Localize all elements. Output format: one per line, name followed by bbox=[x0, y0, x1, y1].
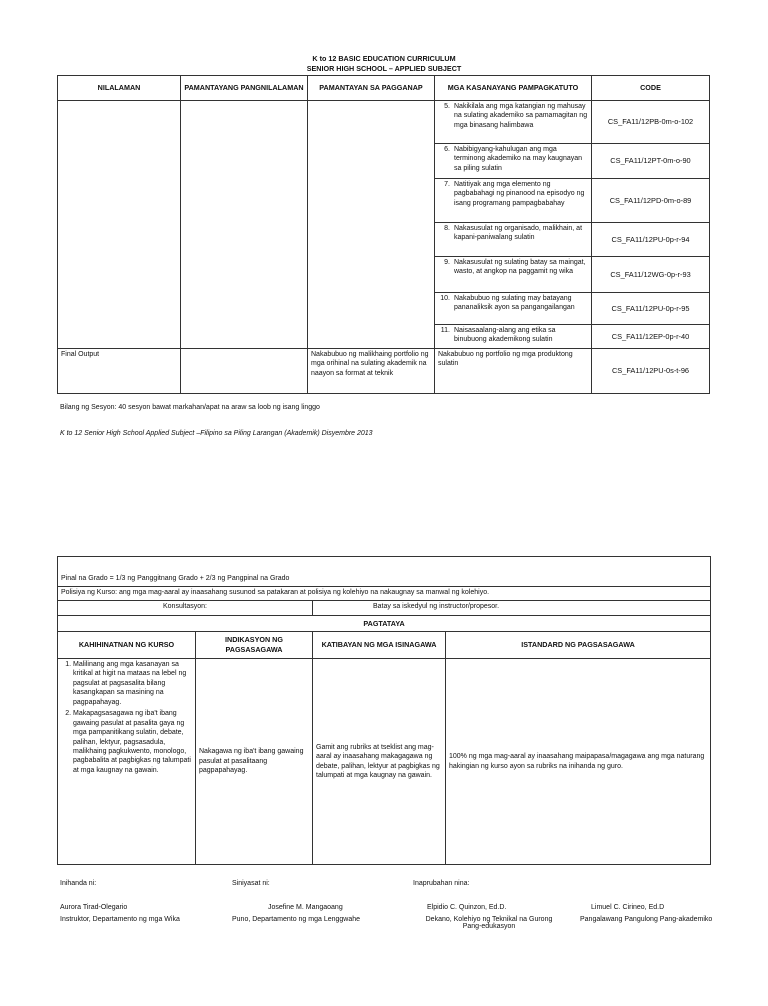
competency-number: 11. bbox=[440, 327, 450, 334]
code-9: CS_FA11/12WG-0p-r-93 bbox=[592, 257, 710, 293]
code-10: CS_FA11/12PU-0p-r-95 bbox=[592, 293, 710, 325]
competency-7 bbox=[435, 179, 592, 223]
outcome-item: 1. Malilinang ang mga kasanayan sa kritikal at higit na mataas na lebel ng pagsulat at pagsasalita bilang kasangkapan sa masining na pagpapahayag. bbox=[73, 660, 192, 707]
assessment-table bbox=[57, 556, 711, 865]
code-6: CS_FA11/12PT-0m-o-90 bbox=[592, 144, 710, 179]
competency-text: Nakabubuo ng sulating may batayang pananaliksik ayon sa pangangailangan bbox=[454, 295, 575, 312]
competency-11 bbox=[435, 325, 592, 349]
col-mga-kasanayang-pampagkatuto: MGA KASANAYANG PAMPAGKATUTO bbox=[435, 76, 592, 101]
col-istandard: ISTANDARD NG PAGSASAGAWA bbox=[446, 632, 711, 659]
competency-9 bbox=[435, 257, 592, 293]
competency-6 bbox=[435, 144, 592, 179]
col-pamantayang-pangnilalaman: PAMANTAYANG PANGNILALAMAN bbox=[181, 76, 308, 101]
pamantayan-sa-pagganap-cell bbox=[308, 101, 435, 349]
sessions-text: Bilang ng Sesyon: 40 sesyon bawat markahan/apat na araw sa loob ng isang linggo bbox=[60, 404, 320, 411]
performance-indication: Nakagawa ng iba't ibang gawaing pasulat at pasalitaang pagpapahayag. bbox=[196, 659, 313, 865]
prepared-by-label: Inihanda ni: bbox=[60, 880, 97, 887]
final-performance: Nakabubuo ng malikhaing portfolio ng mga orihinal na sulating akademik na naayon sa format at teknik bbox=[308, 349, 435, 394]
col-katibayan: KATIBAYAN NG MGA ISINAGAWA bbox=[313, 632, 446, 659]
approved-by-label: Inaprubahan nina: bbox=[413, 880, 470, 887]
competency-number: 8. bbox=[444, 225, 450, 232]
doc-title-line1: K to 12 BASIC EDUCATION CURRICULUM bbox=[312, 54, 456, 63]
curriculum-table bbox=[57, 75, 710, 394]
competency-number: 10. bbox=[440, 295, 450, 302]
signatory-name: Elpidio C. Quinzon, Ed.D. bbox=[427, 904, 507, 911]
signatory-role: Dekano, Kolehiyo ng Teknikal na Gurong Pang-edukasyon bbox=[425, 916, 553, 930]
outcome-item: 2. Makapagsasagawa ng iba't ibang gawaing pasulat at pasalita gaya ng mga pampanitikang sulatin, debate, palihan, lektyur, pagsasadula, malikhaing pagkukwento, monologo, pagbabalita at pagbigkas ng talumpati at mga kaugnay na gawain. bbox=[73, 709, 192, 775]
section-pagtataya: PAGTATAYA bbox=[58, 616, 711, 632]
col-indikasyon: INDIKASYON NG PAGSASAGAWA bbox=[196, 632, 313, 659]
final-empty-cell bbox=[181, 349, 308, 394]
competency-10 bbox=[435, 293, 592, 325]
competency-8 bbox=[435, 223, 592, 257]
signatory-role: Puno, Departamento ng mga Lenggwahe bbox=[232, 916, 361, 923]
code-11: CS_FA11/12EP-0p-r-40 bbox=[592, 325, 710, 349]
final-competency: Nakabubuo ng portfolio ng mga produktong sulatin bbox=[435, 349, 592, 394]
col-kahihinatnan: KAHIHINATNAN NG KURSO bbox=[58, 632, 196, 659]
competency-number: 7. bbox=[444, 181, 450, 188]
consultation-label: Konsultasyon: bbox=[58, 601, 313, 616]
competency-text: Nakasusulat ng organisado, malikhain, at kapani-paniwalang sulatin bbox=[454, 225, 583, 242]
competency-text: Natitiyak ang mga elemento ng pagbabahagi ng pinanood na episodyo ng isang programang pampagbabahay bbox=[454, 181, 585, 207]
col-nilalaman: NILALAMAN bbox=[58, 76, 181, 101]
code-5: CS_FA11/12PB-0m-o-102 bbox=[592, 101, 710, 144]
competency-5 bbox=[435, 101, 592, 144]
final-grade-formula: Pinal na Grado = 1/3 ng Panggitnang Grado + 2/3 ng Pangpinal na Grado bbox=[58, 557, 711, 587]
competency-number: 5. bbox=[444, 103, 450, 110]
code-8: CS_FA11/12PU-0p-r-94 bbox=[592, 223, 710, 257]
competency-text: Nakasusulat ng sulating batay sa maingat, wasto, at angkop na paggamit ng wika bbox=[454, 259, 586, 276]
col-code: CODE bbox=[592, 76, 710, 101]
doc-title-line2: SENIOR HIGH SCHOOL – APPLIED SUBJECT bbox=[306, 64, 462, 73]
code-7: CS_FA11/12PD-0m-o-89 bbox=[592, 179, 710, 223]
signatory-name: Josefine M. Mangaoang bbox=[268, 904, 343, 911]
footer-note: K to 12 Senior High School Applied Subject –Filipino sa Piling Larangan (Akademik) Disyembre 2013 bbox=[60, 430, 373, 437]
competency-text: Nabibigyang-kahulugan ang mga terminong akademiko na may kaugnayan sa piling sulatin bbox=[454, 146, 583, 172]
nilalaman-cell bbox=[58, 101, 181, 349]
course-outcomes bbox=[58, 659, 196, 865]
competency-number: 9. bbox=[444, 259, 450, 266]
competency-text: Naisasaalang-alang ang etika sa binubuong akademikong sulatin bbox=[454, 327, 556, 344]
signatory-name: Aurora Tirad-Olegario bbox=[60, 904, 128, 911]
checked-by-label: Siniyasat ni: bbox=[232, 880, 270, 887]
competency-text: Nakikilala ang mga katangian ng mahusay na sulating akademiko sa pamamagitan ng mga binasang halimbawa bbox=[454, 103, 588, 129]
performance-standard: 100% ng mga mag-aaral ay inaasahang maipapasa/magagawa ang mga naturang hakingian ng kurso ayon sa rubriks na inihanda ng guro. bbox=[446, 659, 711, 865]
final-output-label: Final Output bbox=[58, 349, 181, 394]
course-policy: Polisiya ng Kurso: ang mga mag-aaral ay inaasahang susunod sa patakaran at polisiya ng kolehiyo na nakaugnay sa manwal ng kolehiyo. bbox=[58, 587, 711, 601]
final-code: CS_FA11/12PU-0s-t-96 bbox=[592, 349, 710, 394]
signatory-role: Instruktor, Departamento ng mga Wika bbox=[60, 916, 180, 923]
evidence: Gamit ang rubriks at tseklist ang mag-aaral ay inaasahang makagagawa ng debate, palihan, lektyur at pagbigkas ng talumpati at mga kaugnay na gawain. bbox=[313, 659, 446, 865]
pamantayang-pangnilalaman-cell bbox=[181, 101, 308, 349]
competency-number: 6. bbox=[444, 146, 450, 153]
col-pamantayan-sa-pagganap: PAMANTAYAN SA PAGGANAP bbox=[308, 76, 435, 101]
signatory-name: Limuel C. Cirineo, Ed.D bbox=[591, 904, 665, 911]
consultation-value: Batay sa iskedyul ng instructor/propesor. bbox=[313, 601, 711, 616]
signatory-role: Pangalawang Pangulong Pang-akademiko bbox=[580, 916, 713, 923]
